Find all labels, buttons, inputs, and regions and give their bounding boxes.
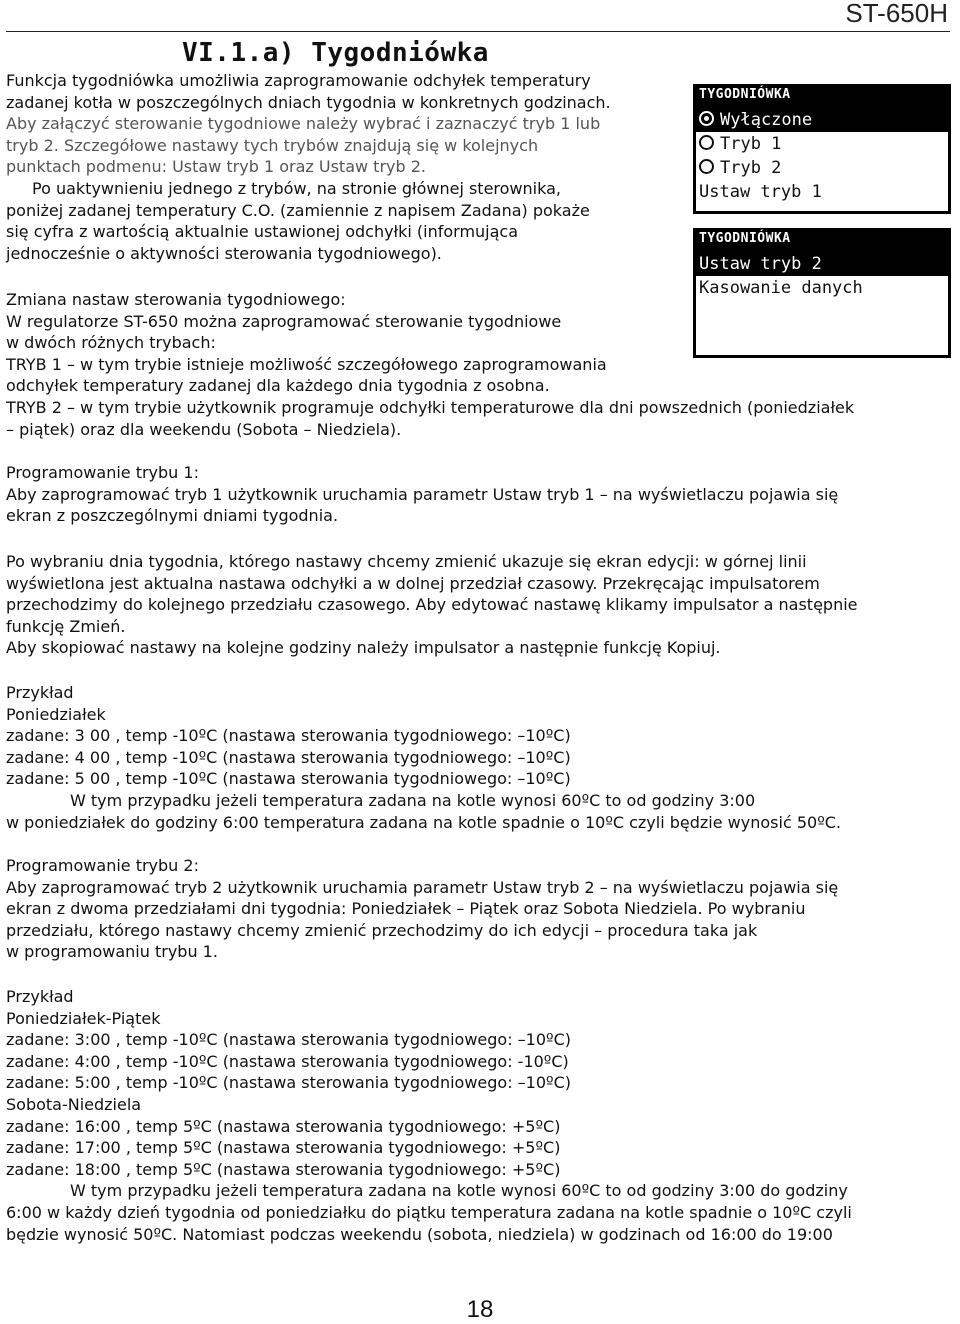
lcd-menu-item-label: Kasowanie danych [699,278,863,298]
text-line: zadane: 3:00 , temp -10ºC (nastawa sterowania tygodniowego: –10ºC) [6,1030,571,1050]
lcd-screen-title: TYGODNIÓWKA [699,231,791,246]
text-line: Funkcja tygodniówka umożliwia zaprogramowanie odchyłek temperatury [6,71,591,90]
text-line: – piątek) oraz dla weekendu (Sobota – Niedziela). [6,419,402,439]
page-number: 18 [466,1296,494,1323]
text-line: poniżej zadanej temperatury C.O. (zamiennie z napisem Zadana) pokaże [6,200,590,220]
text-line: ekran z dwoma przedziałami dni tygodnia: Poniedziałek – Piątek oraz Sobota Niedziela. Po wybraniu [6,899,806,919]
text-line: w programowaniu trybu 1. [6,942,218,962]
radio-checked-icon [699,111,714,126]
example-2-paragraph [6,986,950,1245]
text-line: w dwóch różnych trybach: [6,333,216,353]
text-line: zadane: 16:00 , temp 5ºC (nastawa sterowania tygodniowego: +5ºC) [6,1116,561,1136]
header-divider [6,31,950,32]
radio-unchecked-icon [699,135,714,150]
text-line: odchyłek temperatury zadanej dla każdego dnia tygodnia z osobna. [6,376,550,396]
text-line: Aby załączyć sterowanie tygodniowe należy wybrać i zaznaczyć tryb 1 lub [6,114,601,134]
programming-mode-1-paragraph [6,462,950,527]
intro-paragraph [6,70,670,264]
text-line: W regulatorze ST-650 można zaprogramować sterowanie tygodniowe [6,311,562,331]
text-line: Aby zaprogramować tryb 1 użytkownik uruchamia parametr Ustaw tryb 1 – na wyświetlaczu pojawia się [6,484,839,504]
text-line: ekran z poszczególnymi dniami tygodnia. [6,506,339,526]
lcd-menu-item-label: Wyłączone [720,110,813,130]
lcd-screen-title: TYGODNIÓWKA [699,87,791,102]
lcd-menu-item-label: Tryb 2 [720,158,782,178]
lcd-menu-item-wylaczone[interactable] [696,108,948,132]
text-line: 6:00 w każdy dzień tygodnia od poniedziałku do piątku temperatura zadana na kotle spadnie o 10ºC czyli [6,1202,852,1222]
text-line: punktach podmenu: Ustaw tryb 1 oraz Ustaw tryb 2. [6,157,426,177]
text-line: Po wybraniu dnia tygodnia, którego nastawy chcemy zmienić ukazuje się ekran edycji: w górnej linii [6,552,807,571]
text-line: Aby zaprogramować tryb 2 użytkownik uruchamia parametr Ustaw tryb 2 – na wyświetlaczu pojawia się [6,877,839,897]
text-line: zadane: 4 00 , temp -10ºC (nastawa sterowania tygodniowego: –10ºC) [6,747,571,767]
text-line: zadane: 5:00 , temp -10ºC (nastawa sterowania tygodniowego: –10ºC) [6,1073,571,1093]
lcd-menu-item-tryb-1[interactable] [696,132,948,156]
text-line: funkcję Zmień. [6,616,126,636]
text-line: zadane: 5 00 , temp -10ºC (nastawa sterowania tygodniowego: –10ºC) [6,769,571,789]
text-line: W tym przypadku jeżeli temperatura zadana na kotle wynosi 60ºC to od godziny 3:00 do godziny [70,1181,848,1201]
lcd-menu-item-ustaw-tryb-2[interactable] [696,252,948,276]
change-settings-paragraph [6,289,950,440]
text-line: zadane: 17:00 , temp 5ºC (nastawa sterowania tygodniowego: +5ºC) [6,1138,561,1158]
text-line: TRYB 2 – w tym trybie użytkownik programuje odchyłki temperaturowe dla dni powszednich (poniedziałek [6,397,855,417]
lcd-menu-item-ustaw-tryb-1[interactable] [696,180,948,204]
example-heading: Przykład [6,683,74,702]
programming-mode-2-paragraph [6,855,950,963]
example-day: Poniedziałek-Piątek [6,1008,161,1028]
text-line: w poniedziałek do godziny 6:00 temperatura zadana na kotle spadnie o 10ºC czyli będzie wynosić 50ºC. [6,812,841,832]
text-line: Zmiana nastaw sterowania tygodniowego: [6,290,346,309]
example-day: Poniedziałek [6,704,106,724]
text-line: będzie wynosić 50ºC. Natomiast podczas weekendu (sobota, niedziela) w godzinach od 16:00 do 19:00 [6,1224,833,1244]
example-heading: Przykład [6,987,74,1006]
section-title: VI.1.a) Tygodniówka [182,38,489,68]
text-line: Aby skopiować nastawy na kolejne godziny należy impulsator a następnie funkcję Kopiuj. [6,638,721,658]
text-line: TRYB 1 – w tym trybie istnieje możliwość szczegółowego zaprogramowania [6,354,607,374]
text-line: tryb 2. Szczegółowe nastawy tych trybów znajdują się w kolejnych [6,135,539,155]
text-line: przechodzimy do kolejnego przedziału czasowego. Aby edytować nastawę klikamy impulsator a następnie [6,595,858,615]
example-1-paragraph [6,682,950,833]
text-line: zadane: 4:00 , temp -10ºC (nastawa sterowania tygodniowego: -10ºC) [6,1051,569,1071]
text-line: zadane: 18:00 , temp 5ºC (nastawa sterowania tygodniowego: +5ºC) [6,1159,561,1179]
text-line: przedziału, którego nastawy chcemy zmienić przechodzimy do ich edycji – procedura taka jak [6,920,758,940]
example-day: Sobota-Niedziela [6,1094,142,1114]
text-line: wyświetlona jest aktualna nastawa odchyłki a w dolnej przedział czasowy. Przekręcając impulsatorem [6,573,820,593]
section-heading: Programowanie trybu 2: [6,856,199,875]
lcd-menu-list [696,108,948,211]
text-line: zadane: 3 00 , temp -10ºC (nastawa sterowania tygodniowego: –10ºC) [6,726,571,746]
text-line: jednocześnie o aktywności sterowania tygodniowego). [6,243,442,263]
lcd-menu-item-label: Ustaw tryb 1 [699,182,822,202]
edit-screen-paragraph [6,551,950,659]
lcd-menu-item-label: Ustaw tryb 2 [699,254,822,274]
lcd-menu-item-label: Tryb 1 [720,134,782,154]
lcd-screen-tygodniowka-modes [693,84,951,214]
section-heading: Programowanie trybu 1: [6,463,199,482]
text-line: się cyfra z wartością aktualnie ustawionej odchyłki (informująca [6,222,519,242]
lcd-menu-item-tryb-2[interactable] [696,156,948,180]
document-model-header: ST-650H [845,0,948,28]
radio-unchecked-icon [699,159,714,174]
text-line: zadanej kotła w poszczególnych dniach tygodnia w konkretnych godzinach. [6,92,611,112]
text-line: Po uaktywnieniu jednego z trybów, na stronie głównej sterownika, [32,178,561,198]
text-line: W tym przypadku jeżeli temperatura zadana na kotle wynosi 60ºC to od godziny 3:00 [70,790,756,810]
